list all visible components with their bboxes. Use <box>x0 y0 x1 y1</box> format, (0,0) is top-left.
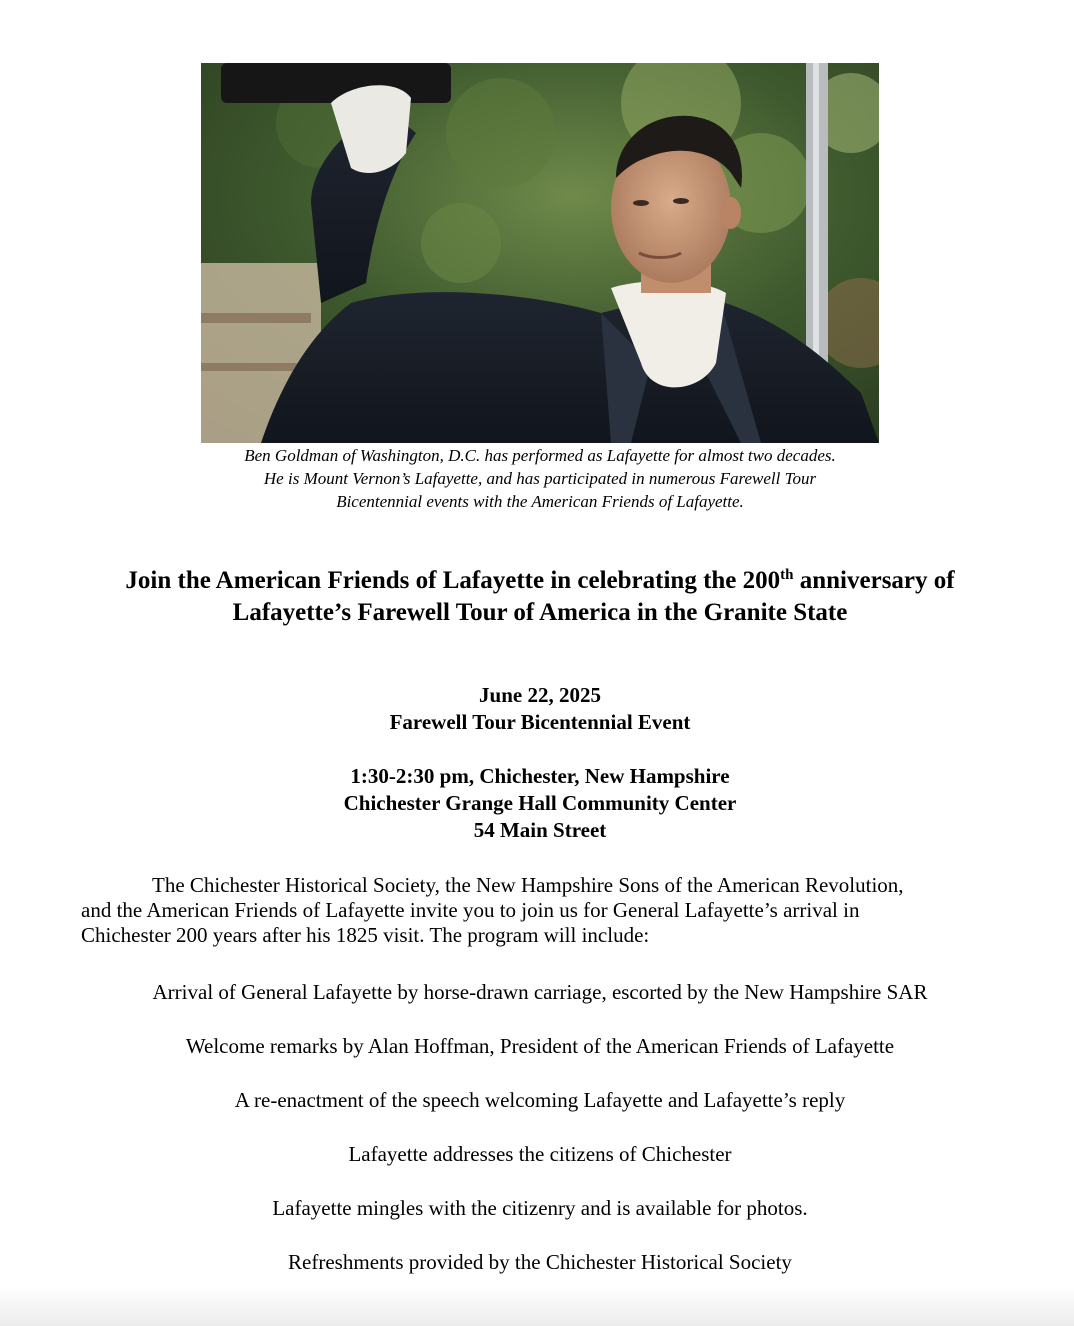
caption-line-1: Ben Goldman of Washington, D.C. has performed as Lafayette for almost two decades. <box>244 446 836 465</box>
page-bottom-shadow <box>0 1286 1074 1326</box>
event-details <box>140 682 940 844</box>
event-date: June 22, 2025 <box>479 683 601 707</box>
headline-line-1-end: anniversary of <box>793 567 955 594</box>
event-address: 54 Main Street <box>473 818 607 842</box>
event-time-place: 1:30-2:30 pm, Chichester, New Hampshire <box>350 764 730 788</box>
headline <box>30 565 1050 629</box>
headline-line-1-text: Join the American Friends of Lafayette in celebrating the 200 <box>125 567 781 594</box>
spacer <box>140 736 940 763</box>
reenactor-photo-illustration <box>201 63 879 443</box>
intro-line-1: The Chichester Historical Society, the New Hampshire Sons of the American Revolution, <box>152 873 904 897</box>
program-item: Lafayette mingles with the citizenry and is available for photos. <box>272 1196 808 1220</box>
program-item: Arrival of General Lafayette by horse-drawn carriage, escorted by the New Hampshire SAR <box>152 980 928 1004</box>
program-item: Refreshments provided by the Chichester Historical Society <box>288 1250 792 1274</box>
intro-line-2: and the American Friends of Lafayette invite you to join us for General Lafayette’s arrival in <box>81 898 860 922</box>
program-item: Lafayette addresses the citizens of Chichester <box>348 1142 732 1166</box>
headline-line-1 <box>30 565 1050 597</box>
event-venue: Chichester Grange Hall Community Center <box>343 791 737 815</box>
caption-line-3: Bicentennial events with the American Friends of Lafayette. <box>336 492 744 511</box>
headline-line-2: Lafayette’s Farewell Tour of America in the Granite State <box>232 599 848 626</box>
intro-line-3: Chichester 200 years after his 1825 visit. The program will include: <box>81 923 650 947</box>
caption-line-2: He is Mount Vernon’s Lafayette, and has participated in numerous Farewell Tour <box>263 469 817 488</box>
event-name: Farewell Tour Bicentennial Event <box>389 710 691 734</box>
intro-paragraph <box>81 873 1011 948</box>
program-item: Welcome remarks by Alan Hoffman, President of the American Friends of Lafayette <box>185 1034 895 1058</box>
program-item: A re-enactment of the speech welcoming Lafayette and Lafayette’s reply <box>234 1088 846 1112</box>
ordinal-suffix: th <box>780 567 794 583</box>
photo-caption <box>150 444 930 513</box>
program-list <box>40 979 1040 1303</box>
reenactor-photo <box>201 63 879 443</box>
